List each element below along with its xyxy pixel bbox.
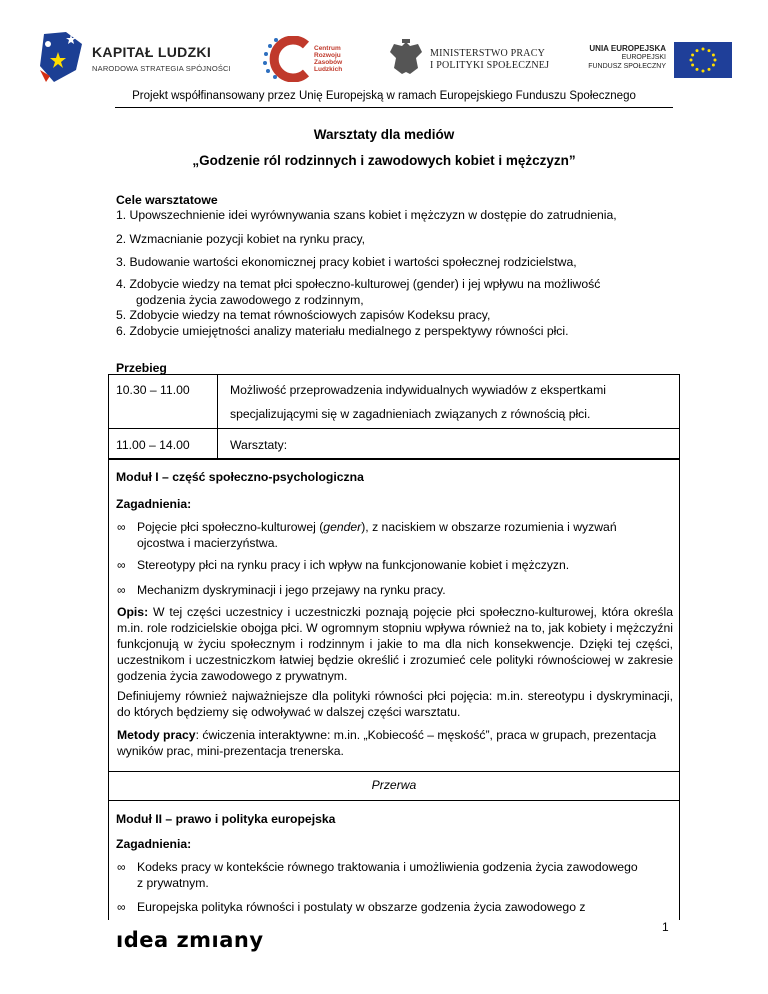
module-1-topics-label: Zagadnienia: <box>116 497 192 511</box>
goal-item: 4. Zdobycie wiedzy na temat płci społeczno-kulturowej (gender) i jej wpływu na możliwość <box>116 277 601 291</box>
title-line-1: Warsztaty dla mediów <box>313 127 455 142</box>
module-2-bullet: Kodeks pracy w kontekście równego traktowania i umożliwienia godzenia życia zawodowego <box>137 860 638 874</box>
module-1-definitions: Definiujemy również najważniejsze dla polityki równości płci pojęcia: m.in. stereotypu i dyskryminacji, do których będziemy się odwoływać w dalszej części warsztatu. <box>117 689 673 719</box>
module-1-description: Opis: W tej części uczestnicy i uczestniczki poznają pojęcie płci społeczno-kulturowej, która określa m.in. role rodzicielskie obojga płci. W ogromnym stopniu wpływa również na to, jak kobiety i mężczyźni funkcjonują w życiu społecznym i rodzinnym i jakie to ma dla nich konsekwencje. Dzięki tej części, uczestnikom i uczestniczkom łatwiej będzie określić i zrozumieć cele polityki równościowej w zakresie godzenia życia zawodowego z prywatnym. <box>117 605 673 683</box>
goal-item: 5. Zdobycie wiedzy na temat równościowych zapisów Kodeksu pracy, <box>116 308 491 322</box>
module-2-bullet-continuation: z prywatnym. <box>137 876 209 890</box>
module-2-bullet: Europejska polityka równości i postulaty w obszarze godzenia życia zawodowego z <box>137 900 586 914</box>
ue-line3: FUNDUSZ SPOŁECZNY <box>588 63 666 70</box>
module-2-heading: Moduł II – prawo i polityka europejska <box>116 812 336 826</box>
ue-line2: EUROPEJSKI <box>621 54 666 61</box>
schedule-row-divider <box>109 428 679 429</box>
schedule-desc: Warsztaty: <box>230 438 288 452</box>
ministerstwo-logo <box>388 38 558 82</box>
module-2-box-left-border <box>108 800 109 920</box>
module-2-box-right-border <box>679 800 680 920</box>
page-number: 1 <box>662 920 669 934</box>
goal-item: 2. Wzmacnianie pozycji kobiet na rynku pracy, <box>116 232 366 246</box>
schedule-desc: specjalizującymi się w zagadnieniach związanych z równością płci. <box>230 407 591 421</box>
centrum-rozwoju-text: Centrum Rozwoju Zasobów Ludzkich <box>314 45 343 73</box>
bullet-icon: ∞ <box>117 558 126 572</box>
break-row <box>108 771 680 801</box>
title-line-2: „Godzenie ról rodzinnych i zawodowych kobiet i mężczyzn” <box>192 153 576 168</box>
bullet-icon: ∞ <box>117 520 126 534</box>
kapital-ludzki-star-icon <box>36 30 88 86</box>
goal-item-continuation: godzenia życia zawodowego z rodzinnym, <box>136 293 364 307</box>
schedule-table <box>108 374 680 459</box>
schedule-time: 11.00 – 14.00 <box>116 438 190 452</box>
module-2-topics-label: Zagadnienia: <box>116 837 192 851</box>
ue-text <box>576 44 666 71</box>
break-label: Przerwa <box>371 778 417 792</box>
ministerstwo-name: MINISTERSTWO PRACY I POLITYKI SPOŁECZNEJ <box>430 48 550 71</box>
eu-flag-icon <box>674 42 732 78</box>
module-1-methods: Metody pracy: ćwiczenia interaktywne: m.in. „Kobiecość – męskość”, praca w grupach, prezentacja wyników prac, mini-prezentacja trenerska. <box>117 728 657 758</box>
kapital-ludzki-title: KAPITAŁ LUDZKI <box>92 44 212 60</box>
header-divider <box>115 107 673 108</box>
polish-eagle-icon <box>388 38 424 78</box>
bullet-icon: ∞ <box>117 583 126 597</box>
module-1-bullet: Stereotypy płci na rynku pracy i ich wpływ na funkcjonowanie kobiet i mężczyzn. <box>137 558 570 572</box>
centrum-rozwoju-ring-icon <box>262 36 316 82</box>
module-1-heading: Moduł I – część społeczno-psychologiczna <box>116 470 364 484</box>
idea-zmiany-logo: ıdea zmıany <box>116 928 264 952</box>
module-1-bullet: Pojęcie płci społeczno-kulturowej (gender), z naciskiem w obszarze rozumienia i wyzwań <box>137 520 617 534</box>
goal-item: 6. Zdobycie umiejętności analizy materiału medialnego z perspektywy równości płci. <box>116 324 569 338</box>
schedule-time: 10.30 – 11.00 <box>116 383 190 397</box>
bullet-icon: ∞ <box>117 860 126 874</box>
kapital-ludzki-logo <box>36 30 236 86</box>
bullet-icon: ∞ <box>117 900 126 914</box>
ue-line1: UNIA EUROPEJSKA <box>589 44 666 53</box>
schedule-heading: Przebieg <box>116 361 167 375</box>
header-caption: Projekt współfinansowany przez Unię Europejską w ramach Europejskiego Funduszu Społecznego <box>132 90 636 102</box>
goal-item: 1. Upowszechnienie idei wyrównywania szans kobiet i mężczyzn w dostępie do zatrudnienia, <box>116 208 617 222</box>
goals-heading: Cele warsztatowe <box>116 193 218 207</box>
kapital-ludzki-subtitle: NARODOWA STRATEGIA SPÓJNOŚCI <box>92 64 231 73</box>
module-1-bullet-continuation: ojcostwa i macierzyństwa. <box>137 536 278 550</box>
centrum-rozwoju-logo <box>262 36 362 86</box>
schedule-desc: Możliwość przeprowadzenia indywidualnych wywiadów z ekspertkami <box>230 383 606 397</box>
module-1-bullet: Mechanizm dyskryminacji i jego przejawy na rynku pracy. <box>137 583 446 597</box>
schedule-col-divider <box>217 375 218 458</box>
goal-item: 3. Budowanie wartości ekonomicznej pracy kobiet i wartości społecznej rodzicielstwa, <box>116 255 577 269</box>
